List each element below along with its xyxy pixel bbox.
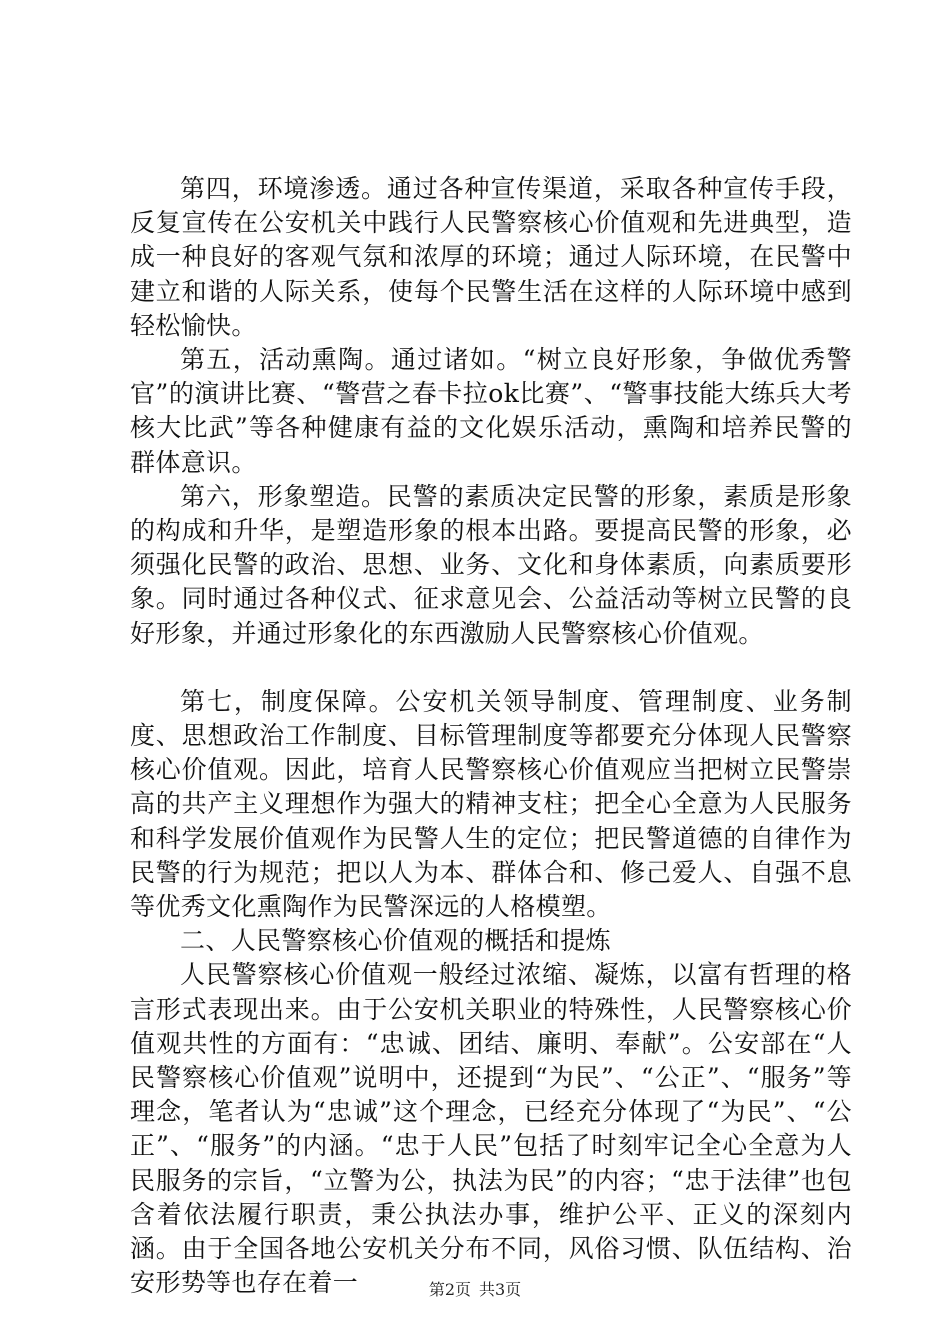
document-body bbox=[130, 172, 852, 1301]
paragraph-image: 第六，形象塑造。民警的素质决定民警的形象，素质是形象的构成和升华，是塑造形象的根本出路。要提高民警的形象，必须强化民警的政治、思想、业务、文化和身体素质，向素质要形象。同时通过各种仪式、征求意见会、公益活动等树立民警的良好形象，并通过形象化的东西激励人民警察核心价值观。 bbox=[130, 481, 852, 648]
page-number: 第2页 bbox=[428, 1280, 471, 1299]
page-total: 共3页 bbox=[479, 1280, 522, 1299]
page-footer bbox=[0, 1280, 950, 1300]
paragraph-activities: 第五，活动熏陶。通过诸如。“树立良好形象，争做优秀警官”的演讲比赛、“警营之春卡拉ok比赛”、“警事技能大练兵大考核大比武”等各种健康有益的文化娱乐活动，熏陶和培养民警的群体意识。 bbox=[130, 345, 852, 477]
paragraph-core-values: 人民警察核心价值观一般经过浓缩、凝炼，以富有哲理的格言形式表现出来。由于公安机关职业的特殊性，人民警察核心价值观共性的方面有：“忠诚、团结、廉明、奉献”。公安部在“人民警察核心价值观”说明中，还提到“为民”、“公正”、“服务”等理念，笔者认为“忠诚”这个理念，已经充分体现了“为民”、“公正”、“服务”的内涵。“忠于人民”包括了时刻牢记全心全意为人民服务的宗旨，“立警为公，执法为民”的内容；“忠于法律”也包含着依法履行职责，秉公执法办事，维护公平、正义的深刻内涵。由于全国各地公安机关分布不同，风俗习惯、队伍结构、治安形势等也存在着一 bbox=[130, 960, 852, 1298]
paragraph-system: 第七，制度保障。公安机关领导制度、管理制度、业务制度、思想政治工作制度、目标管理制度等都要充分体现人民警察核心价值观。因此，培育人民警察核心价值观应当把树立民警崇高的共产主义理想作为强大的精神支柱；把全心全意为人民服务和科学发展价值观作为民警人生的定位；把民警道德的自律作为民警的行为规范；把以人为本、群体合和、修己爱人、自强不息等优秀文化熏陶作为民警深远的人格模塑。 bbox=[130, 686, 852, 922]
section-heading: 二、人民警察核心价值观的概括和提炼 bbox=[180, 926, 611, 956]
paragraph-environment: 第四，环境渗透。通过各种宣传渠道，采取各种宣传手段，反复宣传在公安机关中践行人民警察核心价值观和先进典型，造成一种良好的客观气氛和浓厚的环境；通过人际环境，在民警中建立和谐的人际关系，使每个民警生活在这样的人际环境中感到轻松愉快。 bbox=[130, 174, 852, 340]
